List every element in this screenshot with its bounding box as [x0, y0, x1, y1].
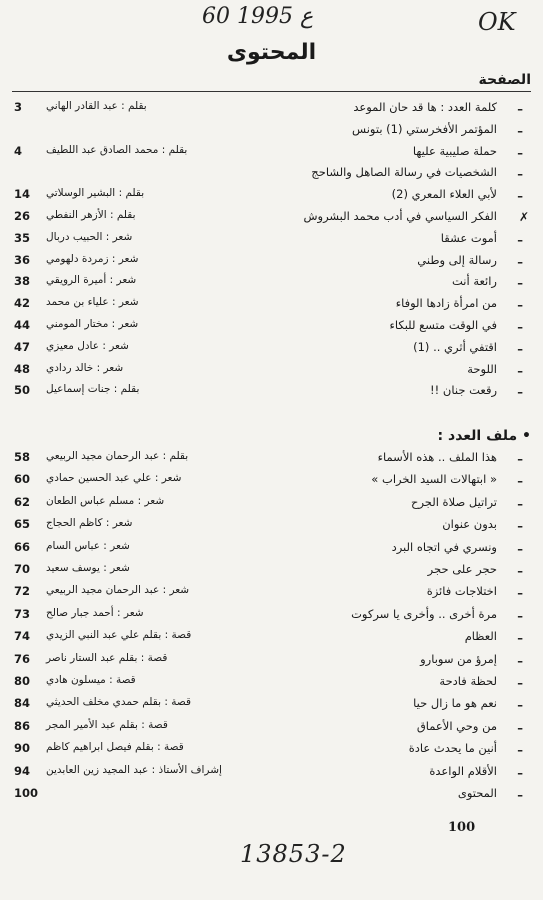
- toc-entry-page: 14: [14, 187, 31, 202]
- toc-entry-title: رسالة إلى وطني: [417, 252, 497, 267]
- toc-entry-title: ونسري في اتجاه البرد: [391, 539, 497, 554]
- toc-entry-title: رائعة أنت: [451, 274, 497, 289]
- toc-entry-page: 50: [14, 383, 31, 398]
- toc-entry-author: شعر : أميرة الرويقي: [46, 274, 137, 287]
- dash-icon: –: [517, 765, 523, 780]
- toc-entry-title: رقعت جنان !!: [430, 383, 497, 398]
- toc-entry-author: شعر : كاظم الحجاج: [46, 517, 133, 530]
- toc-entry-title: أنين ما يحدث عادة: [408, 741, 497, 756]
- toc-row: [14, 165, 523, 184]
- toc-entry-page: 60: [14, 472, 31, 487]
- toc-entry-title: كلمة العدد : ها قد حان الموعد: [353, 100, 497, 114]
- toc-entry-title: لحظة فادحة: [439, 674, 497, 688]
- page-title: المحتوى: [226, 40, 317, 65]
- toc-entry-title: إمرؤ من سوبارو: [420, 651, 497, 666]
- dash-icon: –: [517, 586, 523, 601]
- toc-row: [14, 383, 523, 402]
- toc-row: [14, 144, 523, 163]
- toc-entry-title: هذا الملف .. هذه الأسماء: [377, 450, 497, 464]
- header-divider: [12, 91, 531, 92]
- dash-icon: –: [517, 698, 523, 713]
- toc-row: [14, 696, 523, 715]
- toc-entry-author: شعر : يوسف سعيد: [46, 562, 130, 574]
- toc-entry-author: شعر : مسلم عباس الطعان: [46, 494, 165, 507]
- toc-entry-page: 70: [14, 562, 31, 576]
- dash-icon: –: [517, 276, 523, 291]
- toc-entry-author: بقلم : محمد الصادق عبد اللطيف: [46, 143, 188, 156]
- toc-entry-page: 3: [14, 100, 23, 114]
- toc-entry-author: قصة : ميسلون هادي: [46, 674, 136, 686]
- dash-icon: –: [517, 102, 523, 116]
- toc-entry-author: قصة : بقلم عبد الستار ناصر: [46, 651, 168, 664]
- handwritten-note-top-right: OK: [478, 8, 516, 36]
- toc-entry-author: شعر : عبد الرحمان مجيد الربيعي: [46, 584, 190, 597]
- toc-row: [14, 209, 529, 228]
- dash-icon: –: [517, 363, 523, 378]
- toc-entry-page: 94: [14, 763, 31, 778]
- dash-icon: –: [517, 608, 523, 623]
- dash-icon: –: [517, 452, 523, 466]
- dash-icon: –: [517, 496, 523, 511]
- toc-entry-title: الأقلام الواعدة: [429, 763, 497, 778]
- toc-entry-title: لأبي العلاء المعري (2): [391, 187, 497, 202]
- toc-entry-page: 62: [14, 494, 31, 509]
- toc-entry-author: شعر : مختار المومني: [46, 318, 139, 330]
- toc-entry-page: 4: [14, 143, 23, 158]
- toc-entry-page: 38: [14, 274, 31, 289]
- toc-entry-author: بقلم : الأزهر النفطي: [46, 209, 136, 221]
- toc-entry-page: 26: [14, 209, 31, 223]
- dash-icon: –: [517, 341, 523, 356]
- toc-entry-title: بدون عنوان: [442, 517, 497, 532]
- toc-entry-title: من امرأة زادها الوفاء: [395, 296, 497, 311]
- toc-entry-page: 36: [14, 252, 31, 267]
- toc-entry-author: شعر : علياء بن محمد: [46, 296, 139, 309]
- toc-row: [14, 187, 523, 206]
- dash-icon: –: [517, 167, 523, 182]
- toc-entry-author: قصة : بقلم عبد الأمير المجر: [46, 718, 168, 731]
- dash-icon: –: [517, 676, 523, 690]
- toc-entry-page: 84: [14, 696, 31, 711]
- toc-entry-title: الشخصيات في رسالة الصاهل والشاحج: [311, 165, 497, 180]
- toc-row: [14, 607, 523, 626]
- toc-entry-author: شعر : خالد ردادي: [46, 361, 124, 374]
- toc-entry-author: شعر : عباس السام: [46, 539, 130, 552]
- toc-entry-page: 35: [14, 230, 31, 245]
- toc-entry-page: 58: [14, 450, 31, 464]
- toc-entry-author: شعر : أحمد جبار صالح: [46, 606, 144, 619]
- dash-icon: –: [517, 720, 523, 735]
- toc-entry-title: اقتفي أثري .. (1): [413, 339, 497, 354]
- dash-icon: –: [517, 385, 523, 400]
- toc-entry-page: 72: [14, 584, 31, 599]
- handwritten-note-bottom: 13853-2: [240, 840, 347, 868]
- toc-entry-title: في الوقت متسع للبكاء: [389, 318, 497, 332]
- handwritten-note-top-left: 60 ع 1995: [202, 4, 314, 29]
- toc-row: [14, 296, 523, 315]
- toc-entry-title: اختلاجات فائزة: [426, 584, 497, 599]
- dash-icon: –: [517, 474, 523, 489]
- toc-entry-author: إشراف الأستاذ : عبد المجيد زين العابدين: [46, 763, 222, 776]
- toc-entry-title: نعم هو ما زال حيا: [413, 696, 497, 711]
- bullet-icon: •: [517, 428, 531, 444]
- toc-row: [14, 472, 523, 491]
- toc-entry-title: حجر على حجر: [427, 562, 497, 576]
- dash-icon: –: [517, 189, 523, 204]
- page-number: 100: [448, 820, 476, 835]
- toc-row: [14, 318, 523, 337]
- page-column-label: الصفحة: [478, 72, 531, 88]
- toc-entry-author: شعر : علي عبد الحسين حمادي: [46, 472, 182, 485]
- dash-icon: –: [517, 145, 523, 160]
- toc-entry-title: تراتيل صلاة الجرح: [411, 494, 497, 509]
- toc-entry-page: 74: [14, 629, 31, 644]
- toc-entry-page: 66: [14, 539, 31, 554]
- toc-entry-title: المؤتمر الأفخرستي (1) بتونس: [352, 121, 497, 136]
- dash-icon: –: [517, 320, 523, 334]
- toc-entry-page: 42: [14, 296, 31, 311]
- toc-entry-page: 65: [14, 517, 31, 532]
- dash-icon: –: [517, 232, 523, 247]
- dash-icon: –: [517, 519, 523, 534]
- toc-row: [14, 562, 523, 581]
- toc-entry-author: قصة : بقلم فيصل ابراهيم كاظم: [46, 741, 184, 754]
- toc-entry-page: 48: [14, 361, 31, 376]
- toc-row: [14, 764, 523, 783]
- toc-entry-page: 86: [14, 718, 31, 733]
- toc-entry-author: قصة : بقلم حمدي مخلف الحديثي: [46, 696, 191, 709]
- toc-entry-author: بقلم : عبد الرحمان مجيد الربيعي: [46, 450, 189, 462]
- toc-entry-title: المحتوى: [457, 786, 497, 800]
- toc-row: [14, 122, 523, 141]
- dash-icon: –: [517, 743, 523, 758]
- toc-row: [14, 540, 523, 559]
- toc-row: [14, 450, 523, 469]
- toc-entry-title: أموت عشقا: [440, 230, 497, 245]
- toc-entry-title: العظام: [464, 629, 497, 644]
- toc-entry-title: الفكر السياسي في أدب محمد البشروش: [303, 209, 497, 223]
- toc-entry-page: 80: [14, 674, 31, 688]
- dash-icon: –: [517, 564, 523, 578]
- toc-entry-page: 76: [14, 651, 31, 666]
- toc-entry-page: 100: [14, 786, 39, 800]
- toc-entry-page: 44: [14, 318, 31, 332]
- toc-entry-author: بقلم : البشير الوسلاتي: [46, 187, 145, 200]
- checkmark-icon: ✗: [518, 210, 529, 224]
- dash-icon: –: [517, 254, 523, 269]
- toc-entry-page: 73: [14, 606, 31, 621]
- toc-row: [14, 741, 523, 760]
- dash-icon: –: [517, 631, 523, 646]
- toc-row: [14, 495, 523, 514]
- toc-row: [14, 231, 523, 250]
- toc-entry-title: مرة أخرى .. وأخرى يا سركوت: [351, 606, 497, 621]
- toc-row: [14, 629, 523, 648]
- dash-icon: –: [517, 788, 523, 802]
- toc-row: [14, 274, 523, 293]
- toc-row: [14, 362, 523, 381]
- dash-icon: –: [517, 123, 523, 138]
- toc-entry-page: 90: [14, 741, 31, 756]
- toc-entry-author: شعر : زمردة دلهومي: [46, 252, 139, 265]
- toc-row: [14, 517, 523, 536]
- toc-entry-author: شعر : الحبيب دربال: [46, 230, 133, 243]
- toc-entry-author: بقلم : عبد القادر الهاني: [46, 100, 147, 112]
- toc-entry-title: اللوحة: [467, 361, 497, 376]
- toc-row: [14, 584, 523, 603]
- toc-entry-author: قصة : بقلم علي عبد النبي الزيدي: [46, 629, 192, 642]
- toc-entry-title: من وحي الأعماق: [416, 718, 497, 733]
- toc-entry-title: « ابتهالات السيد الخراب »: [371, 472, 497, 487]
- dash-icon: –: [517, 653, 523, 668]
- section-heading: • ملف العدد :: [437, 428, 531, 444]
- toc-row: [14, 786, 523, 805]
- toc-row: [14, 340, 523, 359]
- dash-icon: –: [517, 298, 523, 313]
- toc-row: [14, 253, 523, 272]
- dash-icon: –: [517, 541, 523, 556]
- toc-row: [14, 719, 523, 738]
- toc-entry-title: حملة صليبية عليها: [412, 143, 497, 158]
- toc-row: [14, 674, 523, 693]
- toc-entry-author: بقلم : جنات إسماعيل: [46, 383, 140, 396]
- toc-entry-author: شعر : عادل معيزي: [46, 339, 129, 352]
- toc-entry-page: 47: [14, 339, 31, 354]
- toc-row: [14, 652, 523, 671]
- toc-row: [14, 100, 523, 119]
